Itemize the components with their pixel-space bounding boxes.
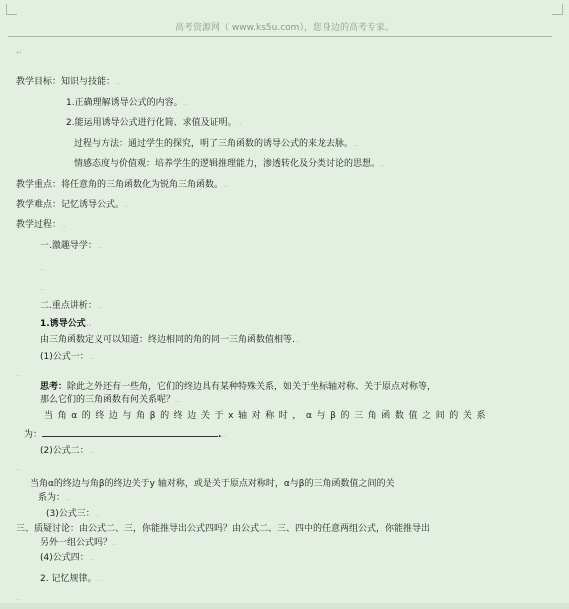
answer-blank [42,427,218,437]
header-text: 高考资源网（ www.ks5u.com），您身边的高考专家。 [175,23,394,33]
header-corner-mark-right [552,4,563,15]
teaching-goals-heading: 教学目标：知识与技能：.. [16,77,121,87]
section-1-heading: 一.激趣导学：.. [40,241,102,251]
page-header [0,0,569,44]
section-3-line-1: 三、质疑讨论：由公式二、三，你能推导出公式四吗？由公式二、三、四中的任意两组公式，你能推导出 [16,524,431,534]
x-axis-symmetry-statement: 当角α的终边与角β的终边关于x轴对称时，α与β的三角函数值之间的关系 [44,411,491,421]
process-method-text: 过程与方法：通过学生的探究，明了三角函数的诱导公式的来龙去脉。.. [74,139,359,149]
y-axis-symmetry-statement: 当角α的终边与角β的终边关于y 轴对称，或是关于原点对称时，α与β的三角函数值之间的关 [30,479,395,489]
section-2-heading: 二.重点讲析：.. [40,301,102,311]
y-axis-answer-line: 系为：.. [38,493,71,503]
formula-2-label: (2)公式二：.. [40,446,94,456]
x-axis-answer-line: 为： ... [24,427,227,441]
teaching-difficulty-text: 教学难点：记忆诱导公式。.. [16,200,130,210]
goal-item-1: 1.正确理解诱导公式的内容。.. [66,98,188,108]
page-bottom-edge [0,603,569,609]
definition-text: 由三角函数定义可以知道：终边相同的角的同一三角函数值相等... [40,335,300,345]
think-question-line-2: 那么它们的三角函数有何关系呢？.. [40,395,181,405]
teaching-process-heading: 教学过程：.. [16,220,67,230]
empty-line-mark: .. [16,369,22,378]
empty-line-mark: .. [16,463,22,472]
header-corner-mark-left [6,4,17,15]
empty-line-mark: .. [40,283,46,292]
goal-item-2: 2.能运用诱导公式进行化简、求值及证明。.. [66,118,242,128]
formula-1-label: (1)公式一：.. [40,352,94,362]
emotion-values-text: 情感态度与价值观：培养学生的逻辑推理能力，渗透转化及分类讨论的思想。.. [74,159,386,169]
subsection-title: 1.诱导公式.. [40,319,92,329]
teaching-focus-text: 教学重点：将任意角的三角函数化为锐角三角函数。.. [16,180,229,190]
header-rule [8,36,552,37]
paragraph-mark: ↵ [16,48,23,57]
formula-4-label: (4)公式四：.. [40,553,94,563]
memory-law-heading: 2. 记忆规律。.. [40,574,102,584]
empty-line-mark: .. [16,593,22,602]
formula-3-label: (3)公式三：.. [46,509,100,519]
section-3-line-2: 另外一组公式吗？.. [40,538,118,548]
empty-line-mark: .. [40,263,46,272]
think-question-line-1: 思考：除此之外还有一些角，它们的终边具有某种特殊关系，如关于坐标轴对称、关于原点对称等， [40,382,437,392]
